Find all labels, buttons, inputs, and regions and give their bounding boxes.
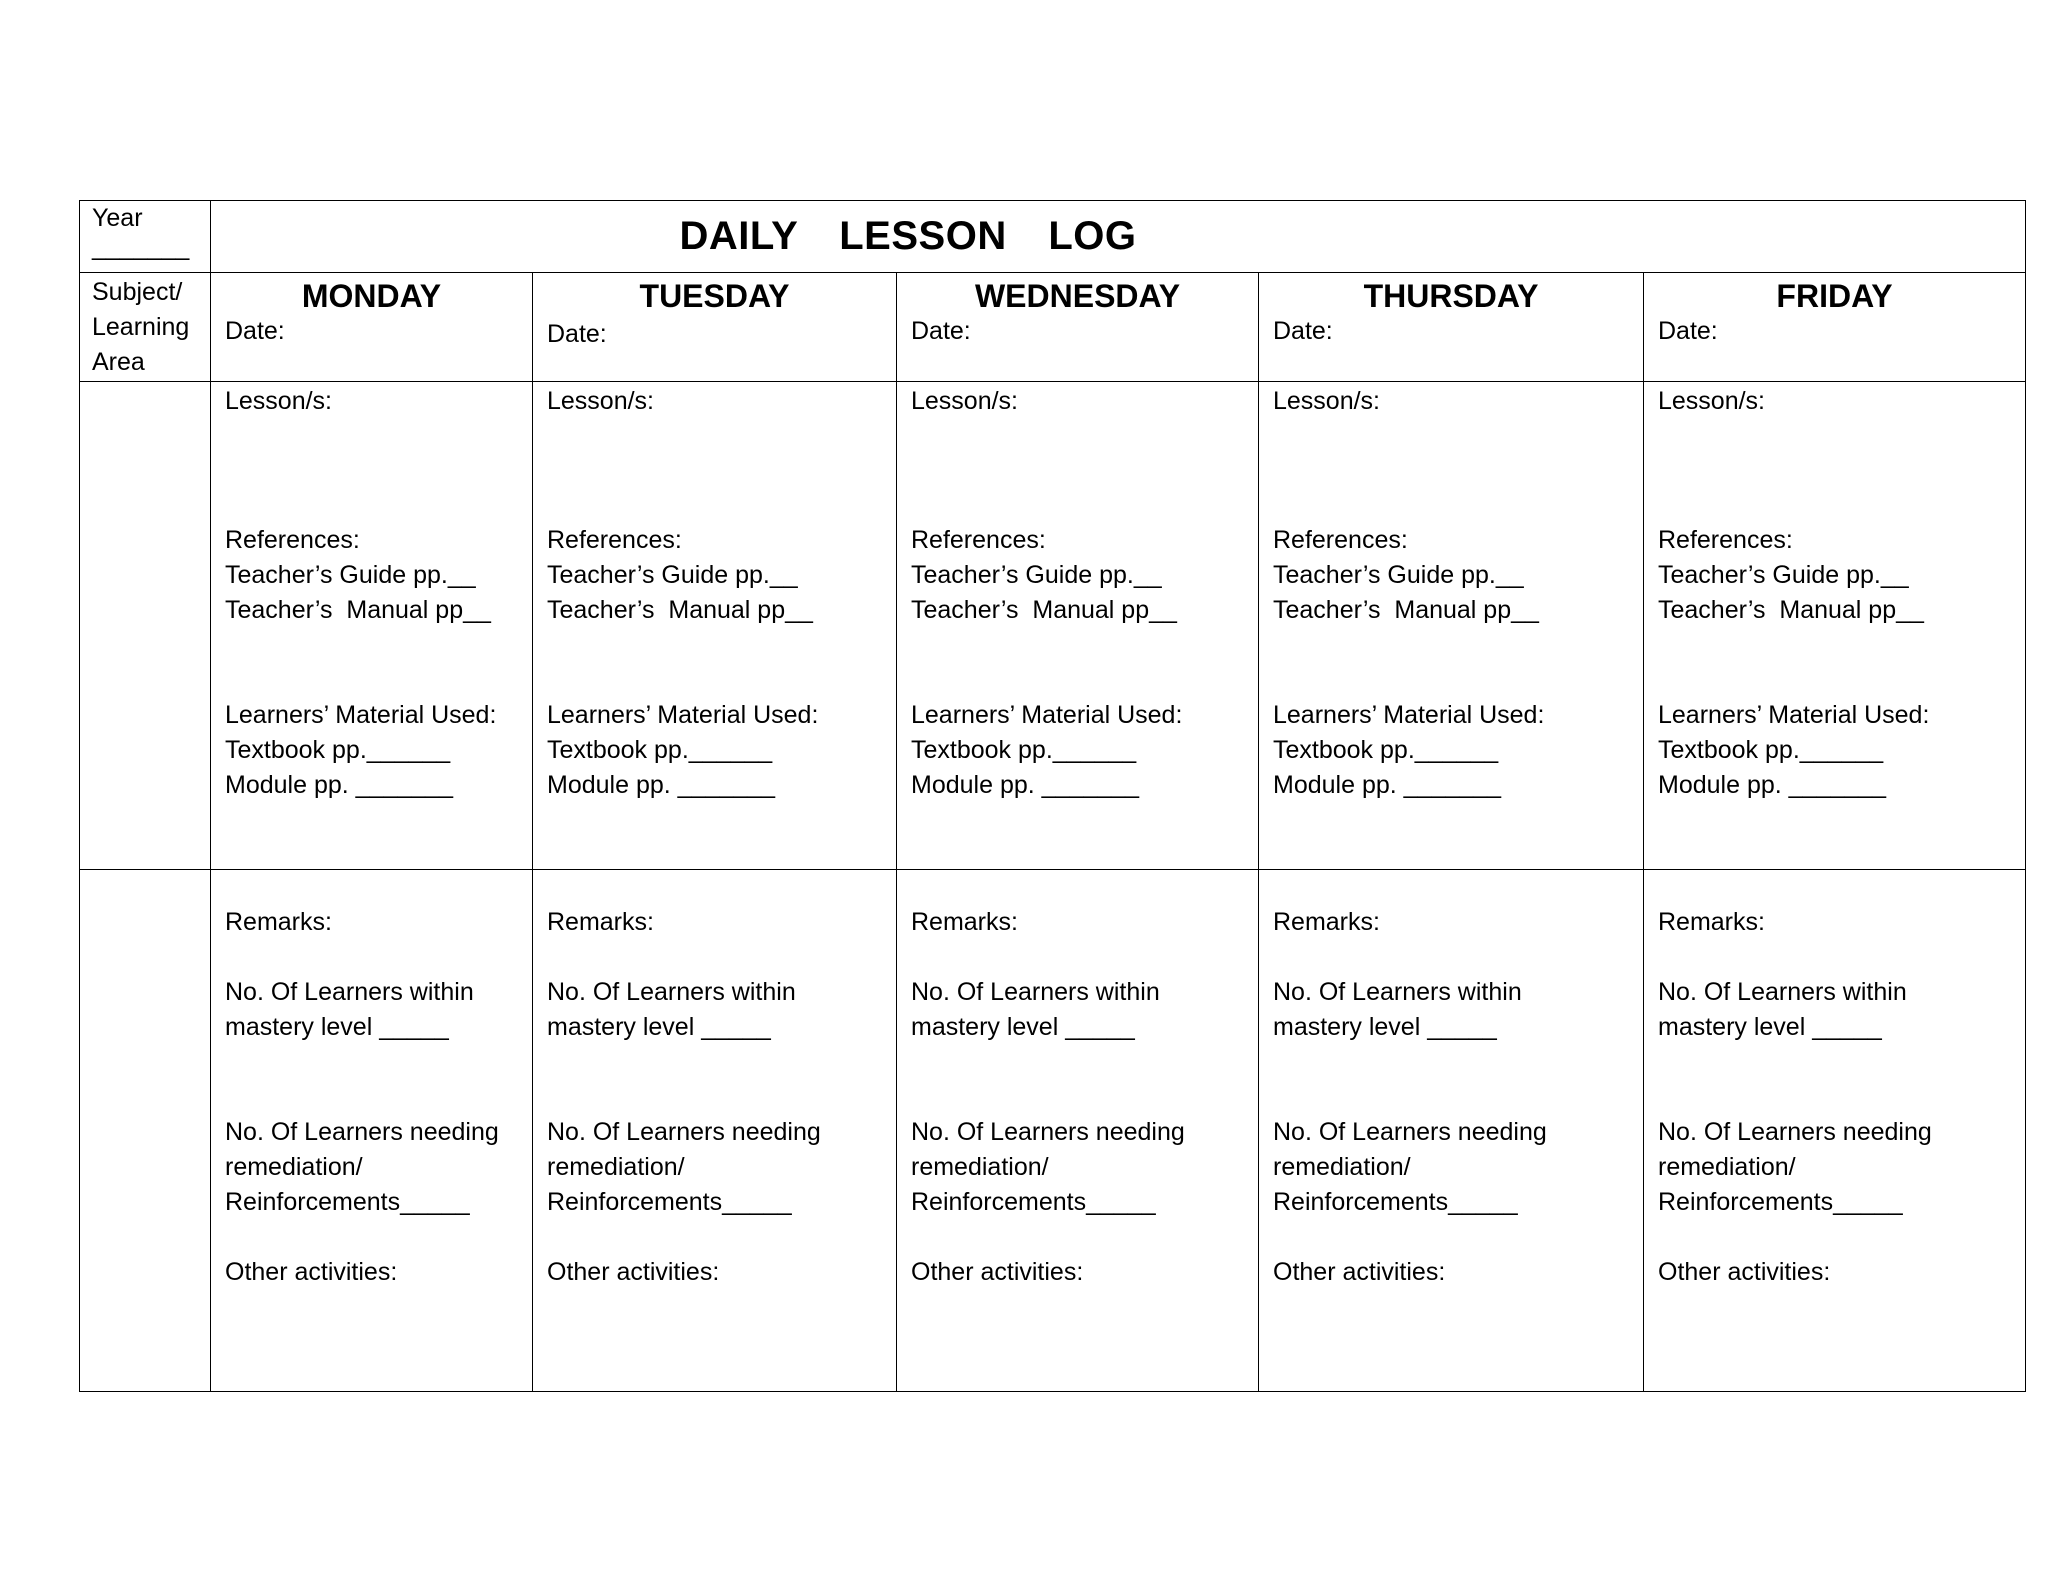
reinforcements-field[interactable]: Reinforcements_____ [547, 1188, 792, 1216]
year-label: Year [92, 204, 143, 232]
remarks-label: Remarks: [1273, 908, 1380, 936]
lesson-cell-monday[interactable] [211, 382, 533, 870]
reinforcements-field[interactable]: Reinforcements_____ [225, 1188, 470, 1216]
textbook-field[interactable]: Textbook pp.______ [1273, 736, 1499, 764]
day-header-tuesday [533, 273, 897, 382]
date-field[interactable]: Date: [547, 320, 607, 348]
date-field[interactable]: Date: [911, 317, 971, 345]
remarks-label: Remarks: [1658, 908, 1765, 936]
day-name: MONDAY [301, 278, 442, 314]
other-activities-label: Other activities: [547, 1258, 720, 1286]
mastery-field[interactable]: mastery level _____ [1658, 1013, 1882, 1041]
module-field[interactable]: Module pp. _______ [1273, 771, 1501, 799]
module-field[interactable]: Module pp. _______ [1658, 771, 1886, 799]
remediation-label: No. Of Learners needing [225, 1118, 499, 1146]
teachers-guide-field[interactable]: Teacher’s Guide pp.__ [1658, 561, 1909, 589]
teachers-guide-field[interactable]: Teacher’s Guide pp.__ [547, 561, 798, 589]
learners-material-label: Learners’ Material Used: [1273, 701, 1545, 729]
remediation-label: No. Of Learners needing [1273, 1118, 1547, 1146]
remarks-side-cell[interactable] [80, 870, 211, 1392]
subject-cell[interactable] [80, 273, 211, 382]
day-header-thursday [1259, 273, 1644, 382]
teachers-guide-field[interactable]: Teacher’s Guide pp.__ [911, 561, 1162, 589]
other-activities-label: Other activities: [1658, 1258, 1831, 1286]
learners-material-label: Learners’ Material Used: [1658, 701, 1930, 729]
mastery-label: No. Of Learners within [225, 978, 474, 1006]
references-label: References: [1658, 526, 1793, 554]
remarks-cell-friday[interactable] [1644, 870, 2026, 1392]
lesson-cell-tuesday[interactable] [533, 382, 897, 870]
other-activities-label: Other activities: [1273, 1258, 1446, 1286]
year-cell[interactable] [80, 201, 211, 273]
mastery-field[interactable]: mastery level _____ [1273, 1013, 1497, 1041]
remarks-label: Remarks: [911, 908, 1018, 936]
page-title: DAILY LESSON LOG [679, 213, 1137, 258]
lesson-label: Lesson/s: [1273, 387, 1381, 415]
mastery-field[interactable]: mastery level _____ [225, 1013, 449, 1041]
day-name: WEDNESDAY [974, 278, 1181, 314]
remediation-label: No. Of Learners needing [547, 1118, 821, 1146]
remediation-label: remediation/ [1658, 1153, 1796, 1181]
lesson-label: Lesson/s: [911, 387, 1019, 415]
date-field[interactable]: Date: [1658, 317, 1718, 345]
lesson-label: Lesson/s: [547, 387, 655, 415]
day-name: TUESDAY [639, 278, 790, 314]
remediation-label: remediation/ [911, 1153, 1049, 1181]
date-field[interactable]: Date: [1273, 317, 1333, 345]
remarks-label: Remarks: [547, 908, 654, 936]
teachers-guide-field[interactable]: Teacher’s Guide pp.__ [225, 561, 476, 589]
learners-material-label: Learners’ Material Used: [547, 701, 819, 729]
module-field[interactable]: Module pp. _______ [225, 771, 453, 799]
day-name: THURSDAY [1363, 278, 1539, 314]
remarks-cell-thursday[interactable] [1259, 870, 1644, 1392]
lesson-cell-thursday[interactable] [1259, 382, 1644, 870]
lesson-row [80, 382, 2026, 870]
reinforcements-field[interactable]: Reinforcements_____ [1273, 1188, 1518, 1216]
mastery-label: No. Of Learners within [547, 978, 796, 1006]
year-blank[interactable]: _______ [92, 233, 190, 261]
textbook-field[interactable]: Textbook pp.______ [1658, 736, 1884, 764]
day-header-friday [1644, 273, 2026, 382]
references-label: References: [547, 526, 682, 554]
other-activities-label: Other activities: [225, 1258, 398, 1286]
teachers-manual-field[interactable]: Teacher’s Manual pp__ [1658, 596, 1924, 624]
module-field[interactable]: Module pp. _______ [911, 771, 1139, 799]
mastery-label: No. Of Learners within [1658, 978, 1907, 1006]
day-name: FRIDAY [1776, 278, 1893, 314]
remediation-label: remediation/ [225, 1153, 363, 1181]
mastery-label: No. Of Learners within [1273, 978, 1522, 1006]
daily-lesson-log-table [79, 200, 2026, 1392]
other-activities-label: Other activities: [911, 1258, 1084, 1286]
remarks-cell-wednesday[interactable] [897, 870, 1259, 1392]
references-label: References: [911, 526, 1046, 554]
remediation-label: remediation/ [1273, 1153, 1411, 1181]
day-header-row [80, 273, 2026, 382]
lesson-cell-friday[interactable] [1644, 382, 2026, 870]
title-row [80, 201, 2026, 273]
learners-material-label: Learners’ Material Used: [911, 701, 1183, 729]
lesson-log-sheet [79, 200, 2025, 1392]
teachers-manual-field[interactable]: Teacher’s Manual pp__ [1273, 596, 1539, 624]
textbook-field[interactable]: Textbook pp.______ [225, 736, 451, 764]
day-header-monday [211, 273, 533, 382]
subject-label: Subject/ Learning Area [92, 278, 190, 376]
mastery-field[interactable]: mastery level _____ [911, 1013, 1135, 1041]
mastery-field[interactable]: mastery level _____ [547, 1013, 771, 1041]
date-field[interactable]: Date: [225, 317, 285, 345]
textbook-field[interactable]: Textbook pp.______ [911, 736, 1137, 764]
teachers-manual-field[interactable]: Teacher’s Manual pp__ [547, 596, 813, 624]
teachers-manual-field[interactable]: Teacher’s Manual pp__ [911, 596, 1177, 624]
reinforcements-field[interactable]: Reinforcements_____ [1658, 1188, 1903, 1216]
day-header-wednesday [897, 273, 1259, 382]
textbook-field[interactable]: Textbook pp.______ [547, 736, 773, 764]
mastery-label: No. Of Learners within [911, 978, 1160, 1006]
module-field[interactable]: Module pp. _______ [547, 771, 775, 799]
remarks-row [80, 870, 2026, 1392]
learners-material-label: Learners’ Material Used: [225, 701, 497, 729]
lesson-cell-wednesday[interactable] [897, 382, 1259, 870]
remarks-cell-tuesday[interactable] [533, 870, 897, 1392]
teachers-guide-field[interactable]: Teacher’s Guide pp.__ [1273, 561, 1524, 589]
remediation-label: No. Of Learners needing [911, 1118, 1185, 1146]
teachers-manual-field[interactable]: Teacher’s Manual pp__ [225, 596, 491, 624]
references-label: References: [1273, 526, 1408, 554]
lesson-side-cell[interactable] [80, 382, 211, 870]
remediation-label: No. Of Learners needing [1658, 1118, 1932, 1146]
references-label: References: [225, 526, 360, 554]
remediation-label: remediation/ [547, 1153, 685, 1181]
remarks-label: Remarks: [225, 908, 332, 936]
reinforcements-field[interactable]: Reinforcements_____ [911, 1188, 1156, 1216]
lesson-label: Lesson/s: [225, 387, 333, 415]
title-cell [211, 201, 2026, 273]
remarks-cell-monday[interactable] [211, 870, 533, 1392]
lesson-label: Lesson/s: [1658, 387, 1766, 415]
